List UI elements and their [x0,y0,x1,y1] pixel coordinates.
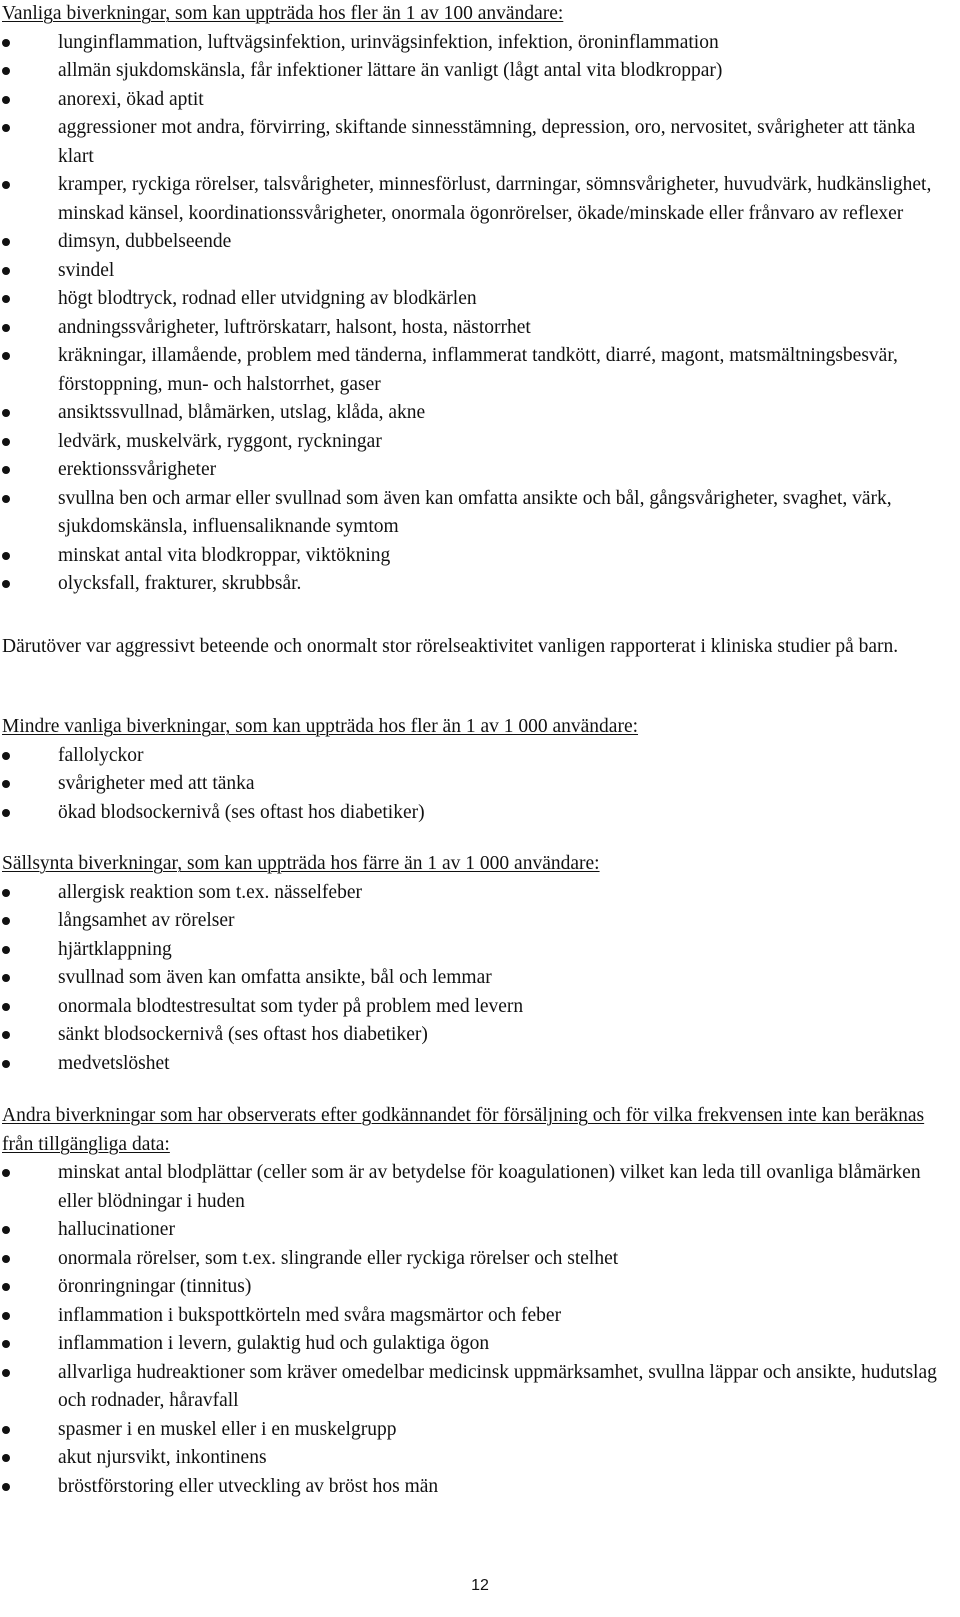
list-item [2,285,943,314]
bullet-icon [2,67,10,75]
list-item-text: allvarliga hudreaktioner som kräver omedelbar medicinsk uppmärksamhet, svullna läppar och ansikte, hudutslag och rodnader, håravfall [58,1361,937,1411]
list-item [2,542,943,571]
list-item-text: svullnad som även kan omfatta ansikte, bål och lemmar [58,967,492,988]
section-common [2,0,958,599]
list-item [2,342,943,399]
list-item-text: allergisk reaktion som t.ex. nässelfeber [58,881,362,903]
section-children-note [2,633,958,662]
bullet-icon [2,1369,10,1377]
bullet-icon [2,1340,10,1348]
list-item-text: bröstförstoring eller utveckling av bröst hos män [58,1475,439,1497]
bullet-icon [2,1060,10,1068]
children-note-paragraph: Därutöver var aggressivt beteende och onormalt stor rörelseaktivitet vanligen rapporterat i kliniska studier på barn. [2,636,899,657]
list-item-text: ledvärk, muskelvärk, ryggont, ryckningar [58,430,382,452]
bullet-icon [2,946,10,954]
section-heading-common: Vanliga biverkningar, som kan uppträda hos fler än 1 av 100 användare: [2,3,564,24]
list-item-text: onormala rörelser, som t.ex. slingrande eller ryckiga rörelser och stelhet [58,1247,619,1269]
list-item [2,1050,943,1079]
list-item [2,86,943,115]
list-item [2,1359,943,1416]
bullet-icon [2,181,10,189]
bullet-icon [2,780,10,788]
list-item-text: kramper, ryckiga rörelser, talsvårigheter, minnesförlust, darrningar, sömnsvårigheter, huvudvärk, hudkänslighet, minskad känsel, koordinationssvårigheter, onormala ögonrörelser, ökade/minskade eller frånvaro av reflexer [58,174,932,224]
bullet-icon [2,1255,10,1263]
bullet-icon [2,1169,10,1177]
section-uncommon [2,713,958,827]
list-item-text: minskat antal blodplättar (celler som är av betydelse för koagulationen) vilket kan leda till ovanliga blåmärken eller blödningar i huden [58,1162,921,1212]
list-item-text: dimsyn, dubbelseende [58,231,232,252]
bullet-icon [2,580,10,588]
bullet-icon [2,438,10,446]
bullet-icon [2,409,10,417]
list-item-text: aggressioner mot andra, förvirring, skiftande sinnesstämning, depression, oro, nervositet, svårigheter att tänka klart [58,117,916,167]
list-item-text: anorexi, ökad aptit [58,88,204,110]
list-item [2,1021,943,1050]
list-item [2,399,943,428]
list-item-text: allmän sjukdomskänsla, får infektioner lättare än vanligt (lågt antal vita blodkroppar) [58,60,723,81]
list-item-text: minskat antal vita blodkroppar, viktökning [58,544,391,566]
bullet-icon [2,324,10,332]
list-item-text: hjärtklappning [58,938,172,960]
bullet-icon [2,124,10,132]
list-item-text: fallolyckor [58,744,144,766]
list-item-text: långsamhet av rörelser [58,910,235,931]
list-item [2,114,943,171]
list-item [2,993,943,1022]
list-item [2,879,943,908]
list-item-text: svindel [58,259,115,281]
section-heading-uncommon: Mindre vanliga biverkningar, som kan uppträda hos fler än 1 av 1 000 användare: [2,716,639,737]
section-other [2,1102,958,1501]
list-item-text: inflammation i bukspottkörteln med svåra magsmärtor och feber [58,1304,562,1326]
list-item [2,1216,943,1245]
bullet-icon [2,1483,10,1491]
list-item [2,485,943,542]
list-item [2,1273,943,1302]
bullet-icon [2,1031,10,1039]
list-item [2,742,943,771]
list-item-text: hallucinationer [58,1219,175,1240]
bullet-icon [2,889,10,897]
bullet-icon [2,1426,10,1434]
list-rare [2,879,958,1079]
list-common [2,29,958,599]
list-item [2,1245,943,1274]
bullet-icon [2,39,10,47]
section-heading-other: Andra biverkningar som har observerats efter godkännandet för försäljning och för vilka frekvensen inte kan beräknas från tillgängliga data: [2,1105,925,1155]
list-item-text: inflammation i levern, gulaktig hud och gulaktiga ögon [58,1333,490,1354]
list-item-text: spasmer i en muskel eller i en muskelgrupp [58,1418,397,1440]
bullet-icon [2,974,10,982]
list-item [2,1159,943,1216]
list-item-text: akut njursvikt, inkontinens [58,1447,267,1468]
list-item [2,1416,943,1445]
list-item-text: ansiktssvullnad, blåmärken, utslag, klåda, akne [58,402,426,423]
list-item-text: andningssvårigheter, luftrörskatarr, halsont, hosta, nästorrhet [58,316,531,338]
list-item [2,257,943,286]
list-other [2,1159,958,1501]
bullet-icon [2,809,10,817]
bullet-icon [2,552,10,560]
list-item [2,428,943,457]
bullet-icon [2,752,10,760]
list-item-text: medvetslöshet [58,1052,170,1074]
bullet-icon [2,1454,10,1462]
list-item [2,29,943,58]
list-item-text: öronringningar (tinnitus) [58,1276,252,1297]
list-uncommon [2,742,958,828]
list-item [2,907,943,936]
bullet-icon [2,96,10,104]
section-rare [2,850,958,1078]
list-item [2,171,943,228]
list-item [2,964,943,993]
bullet-icon [2,1226,10,1234]
list-item-text: högt blodtryck, rodnad eller utvidgning av blodkärlen [58,288,477,309]
list-item [2,57,943,86]
bullet-icon [2,295,10,303]
list-item [2,314,943,343]
list-item [2,228,943,257]
list-item-text: svårigheter med att tänka [58,773,255,794]
list-item [2,570,943,599]
section-heading-rare: Sällsynta biverkningar, som kan uppträda hos färre än 1 av 1 000 användare: [2,853,600,874]
bullet-icon [2,917,10,925]
list-item-text: sänkt blodsockernivå (ses oftast hos diabetiker) [58,1024,428,1045]
list-item [2,799,943,828]
list-item-text: svullna ben och armar eller svullnad som även kan omfatta ansikte och bål, gångsvårigheter, svaghet, värk, sjukdomskänsla, influensaliknande symtom [58,487,892,537]
bullet-icon [2,1312,10,1320]
list-item [2,1473,943,1502]
bullet-icon [2,1003,10,1011]
list-item [2,456,943,485]
bullet-icon [2,466,10,474]
list-item-text: ökad blodsockernivå (ses oftast hos diabetiker) [58,801,425,823]
list-item [2,1302,943,1331]
bullet-icon [2,238,10,246]
bullet-icon [2,495,10,503]
list-item-text: erektionssvårigheter [58,459,217,480]
page-number: 12 [471,1577,489,1594]
bullet-icon [2,1283,10,1291]
list-item-text: olycksfall, frakturer, skrubbsår. [58,573,302,594]
list-item [2,1330,943,1359]
list-item-text: lunginflammation, luftvägsinfektion, urinvägsinfektion, infektion, öroninflammation [58,31,719,53]
bullet-icon [2,267,10,275]
bullet-icon [2,352,10,360]
list-item-text: kräkningar, illamående, problem med tänderna, inflammerat tandkött, diarré, magont, matsmältningsbesvär, förstoppning, mun- och halstorrhet, gaser [58,345,898,395]
list-item [2,936,943,965]
list-item [2,1444,943,1473]
list-item-text: onormala blodtestresultat som tyder på problem med levern [58,995,524,1017]
list-item [2,770,943,799]
